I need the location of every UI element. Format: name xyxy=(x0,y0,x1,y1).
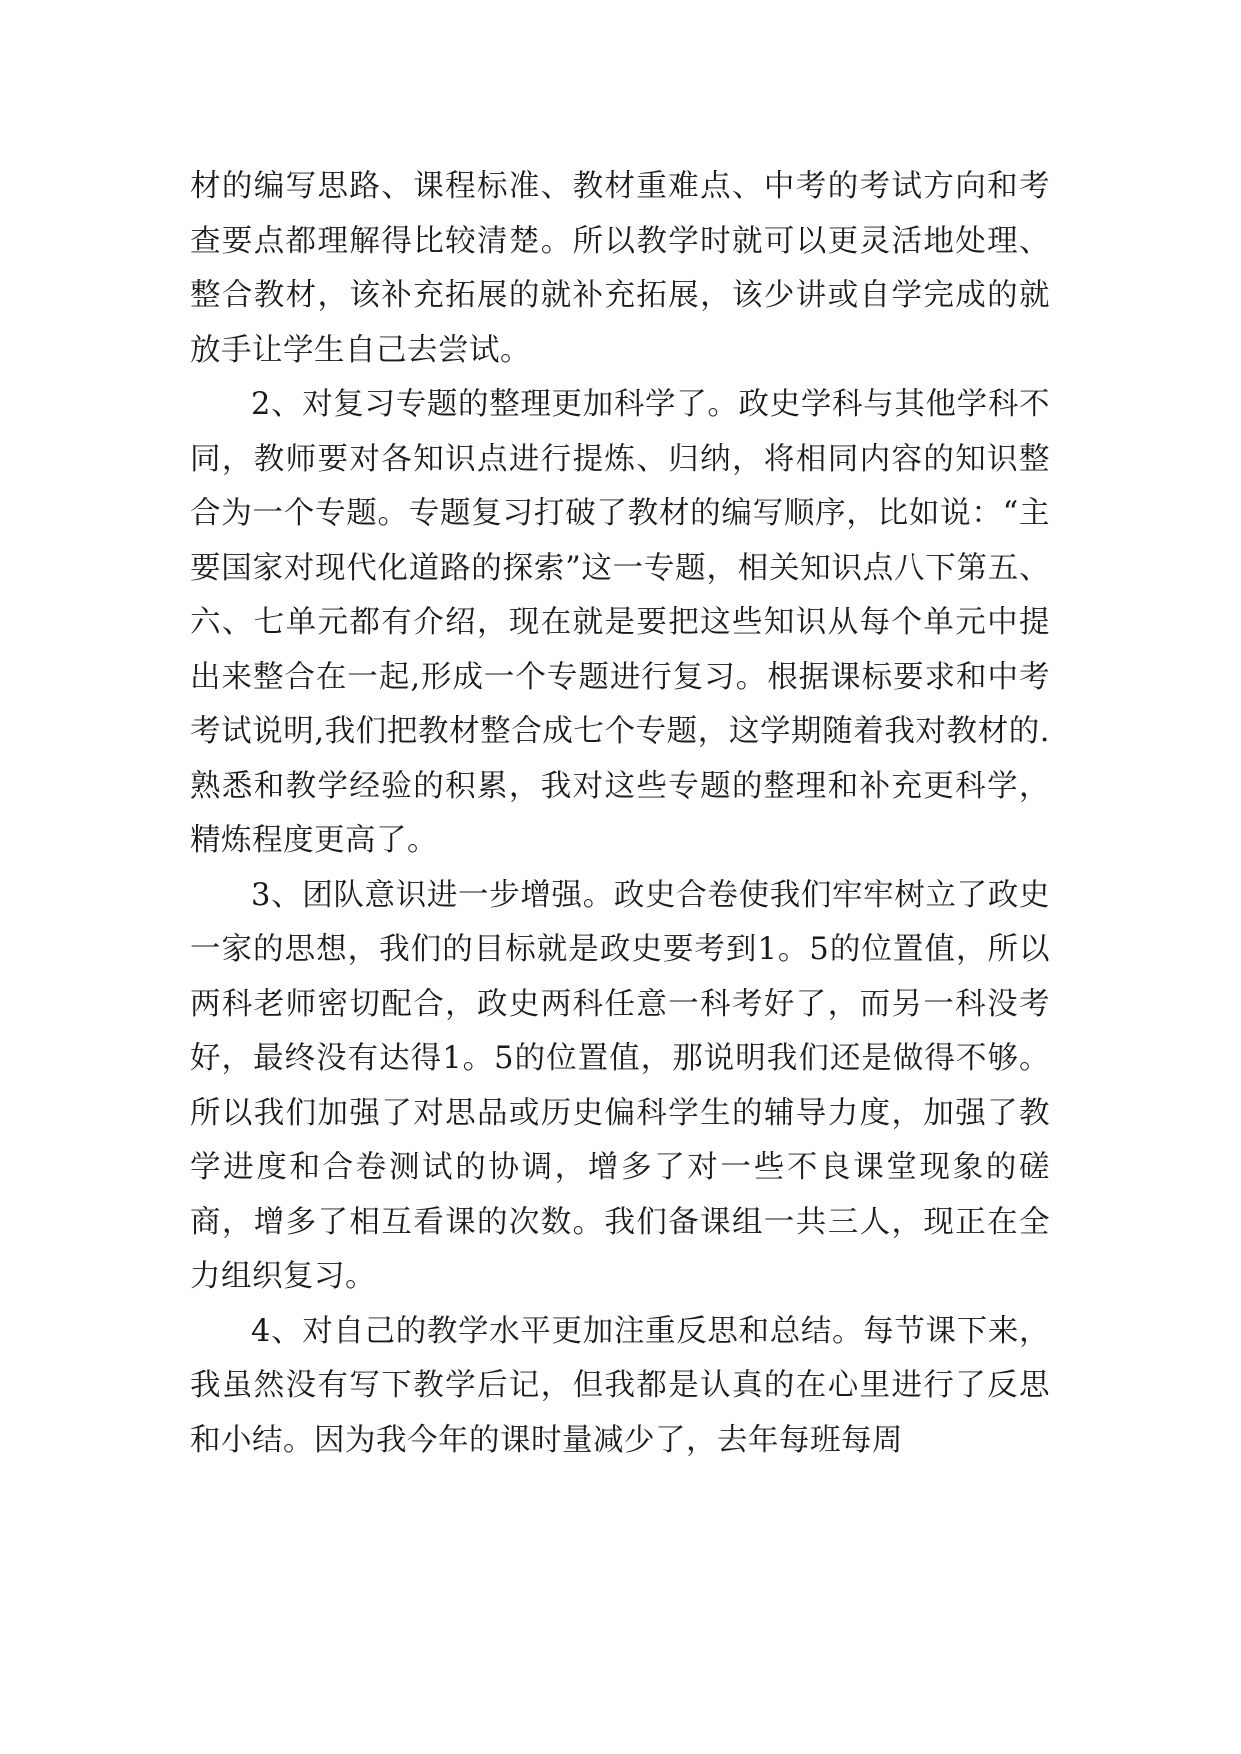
paragraph-continuation: 材的编写思路、课程标准、教材重难点、中考的考试方向和考查要点都理解得比较清楚。所以教学时就可以更灵活地处理、整合教材，该补充拓展的就补充拓展，该少讲或自学完成的就放手让学生自己去尝试。 xyxy=(190,169,1050,368)
paragraph-item-2: 2、对复习专题的整理更加科学了。政史学科与其他学科不同，教师要对各知识点进行提炼、归纳，将相同内容的知识整合为一个专题。专题复习打破了教材的编写顺序，比如说：“主要国家对现代化道路的探索”这一专题，相关知识点八下第五、六、七单元都有介绍，现在就是要把这些知识从每个单元中提出来整合在一起,形成一个专题进行复习。根据课标要求和中考考试说明,我们把教材整合成七个专题，这学期随着我对教材的.熟悉和教学经验的积累，我对这些专题的整理和补充更科学，精炼程度更高了。 xyxy=(190,387,1050,858)
paragraph-item-4: 4、对自己的教学水平更加注重反思和总结。每节课下来，我虽然没有写下教学后记，但我都是认真的在心里进行了反思和小结。因为我今年的课时量减少了，去年每班每周 xyxy=(190,1313,1050,1458)
body-text xyxy=(190,160,1050,1468)
paragraph-item-3: 3、团队意识进一步增强。政史合卷使我们牢牢树立了政史一家的思想，我们的目标就是政史要考到1。5的位置值，所以两科老师密切配合，政史两科任意一科考好了，而另一科没考好，最终没有达得1。5的位置值，那说明我们还是做得不够。所以我们加强了对思品或历史偏科学生的辅导力度，加强了教学进度和合卷测试的协调，增多了对一些不良课堂现象的磋商，增多了相互看课的次数。我们备课组一共三人，现正在全力组织复习。 xyxy=(190,877,1050,1294)
